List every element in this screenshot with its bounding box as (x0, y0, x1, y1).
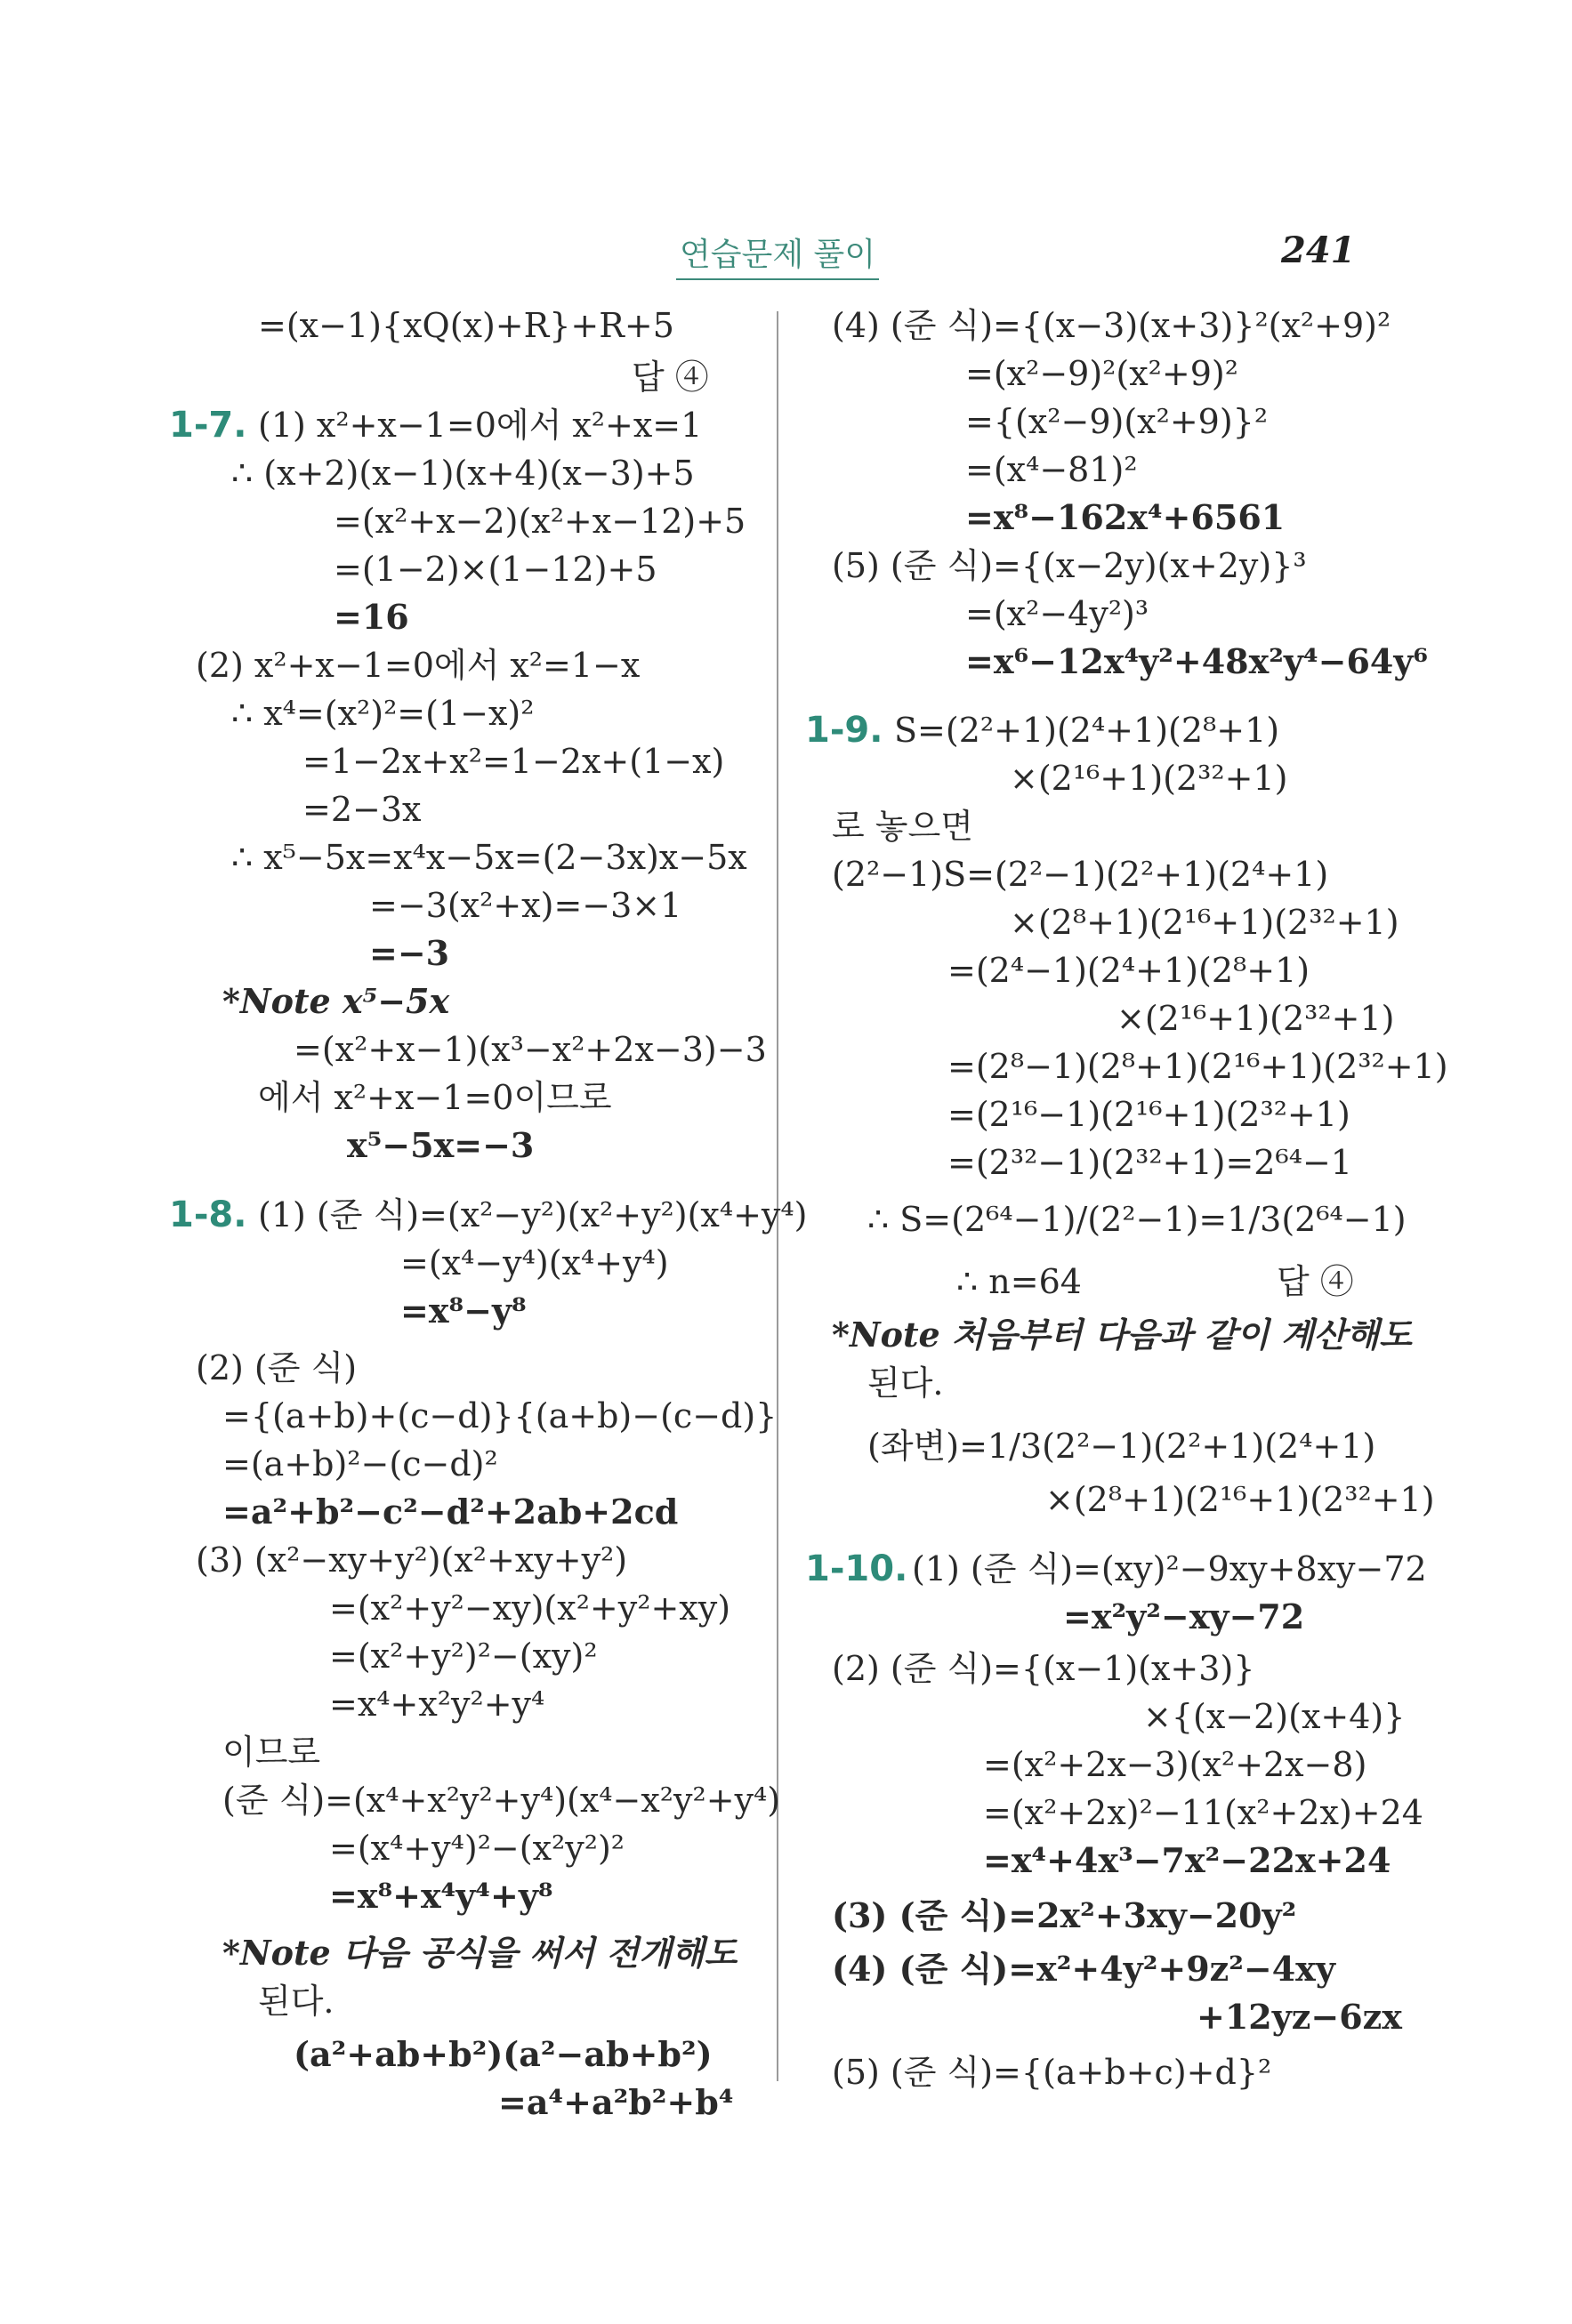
solution-result: =a²+b²−c²−d²+2ab+2cd (222, 1492, 679, 1532)
solution-line: =(1−2)×(1−12)+5 (334, 550, 657, 589)
solution-line: =(x²+2x−3)(x²+2x−8) (983, 1745, 1367, 1784)
solution-result: =a⁴+a²b²+b⁴ (498, 2082, 734, 2122)
solution-line: =(a+b)²−(c−d)² (222, 1444, 498, 1484)
solution-line: =(x²−4y²)³ (965, 594, 1149, 633)
solution-result: =16 (334, 597, 409, 637)
problem-number: 1-7. (169, 405, 247, 446)
solution-result: =x²y²−xy−72 (1063, 1596, 1305, 1636)
solution-line: 로 놓으면 (832, 807, 973, 846)
solution-result: =x⁴+4x³−7x²−22x+24 (983, 1840, 1391, 1880)
solution-line: ∴ x⁵−5x=x⁴x−5x=(2−3x)x−5x (231, 838, 747, 877)
note-label: *Note 다음 공식을 써서 전개해도 (222, 1933, 738, 1973)
solution-line: ×(2¹⁶+1)(2³²+1) (1010, 759, 1288, 798)
solution-line: =(2¹⁶−1)(2¹⁶+1)(2³²+1) (947, 1095, 1350, 1134)
solution-result: =x⁶−12x⁴y²+48x²y⁴−64y⁶ (965, 641, 1429, 681)
solution-line: =(x⁴+y⁴)²−(x²y²)² (329, 1829, 625, 1868)
solution-line: 된다. (867, 1363, 944, 1403)
solution-line: 에서 x²+x−1=0이므로 (258, 1078, 612, 1117)
solution-line: ={(a+b)+(c−d)}{(a+b)−(c−d)} (222, 1396, 778, 1435)
solution-line: =(x²+y²)²−(xy)² (329, 1636, 598, 1676)
solution-line: (2) (준 식)={(x−1)(x+3)} (832, 1649, 1255, 1688)
solution-line: =(2⁸−1)(2⁸+1)(2¹⁶+1)(2³²+1) (947, 1047, 1448, 1086)
problem-number: 1-8. (169, 1194, 247, 1235)
solution-line: (2²−1)S=(2²−1)(2²+1)(2⁴+1) (832, 855, 1329, 894)
solution-line: ×(2¹⁶+1)(2³²+1) (1117, 999, 1395, 1038)
solution-result: x⁵−5x=−3 (347, 1125, 535, 1165)
solution-line: =2−3x (302, 790, 422, 829)
solution-line: ×(2⁸+1)(2¹⁶+1)(2³²+1) (1010, 903, 1399, 942)
solution-line: =(x²−9)²(x²+9)² (965, 354, 1238, 393)
solution-line: ∴ (x+2)(x−1)(x+4)(x−3)+5 (231, 454, 695, 493)
page-number: 241 (1281, 229, 1356, 271)
solution-line: (1) (준 식)=(x²−y²)(x²+y²)(x⁴+y⁴) (258, 1195, 808, 1234)
solution-line: ∴ S=(2⁶⁴−1)/(2²−1)=1/3(2⁶⁴−1) (867, 1200, 1407, 1239)
solution-line: (3) (x²−xy+y²)(x²+xy+y²) (196, 1540, 628, 1580)
solution-line: ×{(x−2)(x+4)} (1143, 1697, 1406, 1736)
solution-line: (준 식)=(x⁴+x²y²+y⁴)(x⁴−x²y²+y⁴) (222, 1781, 781, 1820)
solution-line: (1) x²+x−1=0에서 x²+x=1 (258, 406, 703, 445)
solution-result: =x⁸−y⁸ (400, 1291, 527, 1331)
solution-line: S=(2²+1)(2⁴+1)(2⁸+1) (894, 711, 1280, 750)
solution-line: (5) (준 식)={(x−2y)(x+2y)}³ (832, 546, 1307, 585)
solution-line: ={(x²−9)(x²+9)}² (965, 402, 1269, 441)
answer-box: 답 ④ (1277, 1262, 1354, 1301)
section-title: 연습문제 풀이 (676, 229, 879, 280)
solution-line: =(x−1){xQ(x)+R}+R+5 (258, 306, 674, 345)
solution-line: (a²+ab+b²)(a²−ab+b²) (294, 2034, 713, 2074)
solution-line: =(2³²−1)(2³²+1)=2⁶⁴−1 (947, 1143, 1352, 1182)
solution-line: (5) (준 식)={(a+b+c)+d}² (832, 2053, 1272, 2092)
solution-line: =(x²+2x)²−11(x²+2x)+24 (983, 1793, 1423, 1832)
solution-line: 된다. (258, 1982, 335, 2021)
solution-line: (2) (준 식) (196, 1348, 358, 1387)
solution-line: (2) x²+x−1=0에서 x²=1−x (196, 646, 641, 685)
answer-box: 답 ④ (632, 358, 709, 397)
solution-line: ∴ x⁴=(x²)²=(1−x)² (231, 694, 535, 733)
problem-number: 1-9. (805, 710, 883, 751)
solution-line: (좌변)=1/3(2²−1)(2²+1)(2⁴+1) (867, 1427, 1376, 1466)
problem-number: 1-10. (805, 1548, 908, 1589)
solution-result: =x⁸+x⁴y⁴+y⁸ (329, 1876, 553, 1916)
solution-line: ∴ n=64 (956, 1262, 1082, 1301)
solution-line: =(2⁴−1)(2⁴+1)(2⁸+1) (947, 951, 1310, 990)
solution-line: =x⁴+x²y²+y⁴ (329, 1685, 545, 1724)
solution-line: (1) (준 식)=(xy)²−9xy+8xy−72 (912, 1549, 1427, 1588)
solution-result: (4) (준 식)=x²+4y²+9z²−4xy (832, 1949, 1335, 1989)
solution-line: ×(2⁸+1)(2¹⁶+1)(2³²+1) (1045, 1480, 1435, 1519)
solution-line: =−3(x²+x)=−3×1 (369, 886, 682, 925)
solution-line: =(x⁴−81)² (965, 450, 1138, 489)
solution-line: =(x²+y²−xy)(x²+y²+xy) (329, 1588, 731, 1628)
solution-line: =(x²+x−1)(x³−x²+2x−3)−3 (294, 1030, 767, 1069)
solution-result: +12yz−6zx (1197, 1997, 1402, 2037)
solution-result: =−3 (369, 933, 450, 973)
solution-line: (4) (준 식)={(x−3)(x+3)}²(x²+9)² (832, 306, 1391, 345)
note-label: *Note 처음부터 다음과 같이 계산해도 (832, 1315, 1412, 1355)
solution-result: (3) (준 식)=2x²+3xy−20y² (832, 1895, 1297, 1935)
note-label: *Note x⁵−5x (222, 981, 450, 1021)
solution-line: =1−2x+x²=1−2x+(1−x) (302, 742, 725, 781)
solution-result: =x⁸−162x⁴+6561 (965, 497, 1286, 537)
solution-line: 이므로 (222, 1733, 321, 1772)
solution-line: =(x²+x−2)(x²+x−12)+5 (334, 502, 746, 541)
solution-line: =(x⁴−y⁴)(x⁴+y⁴) (400, 1243, 669, 1283)
